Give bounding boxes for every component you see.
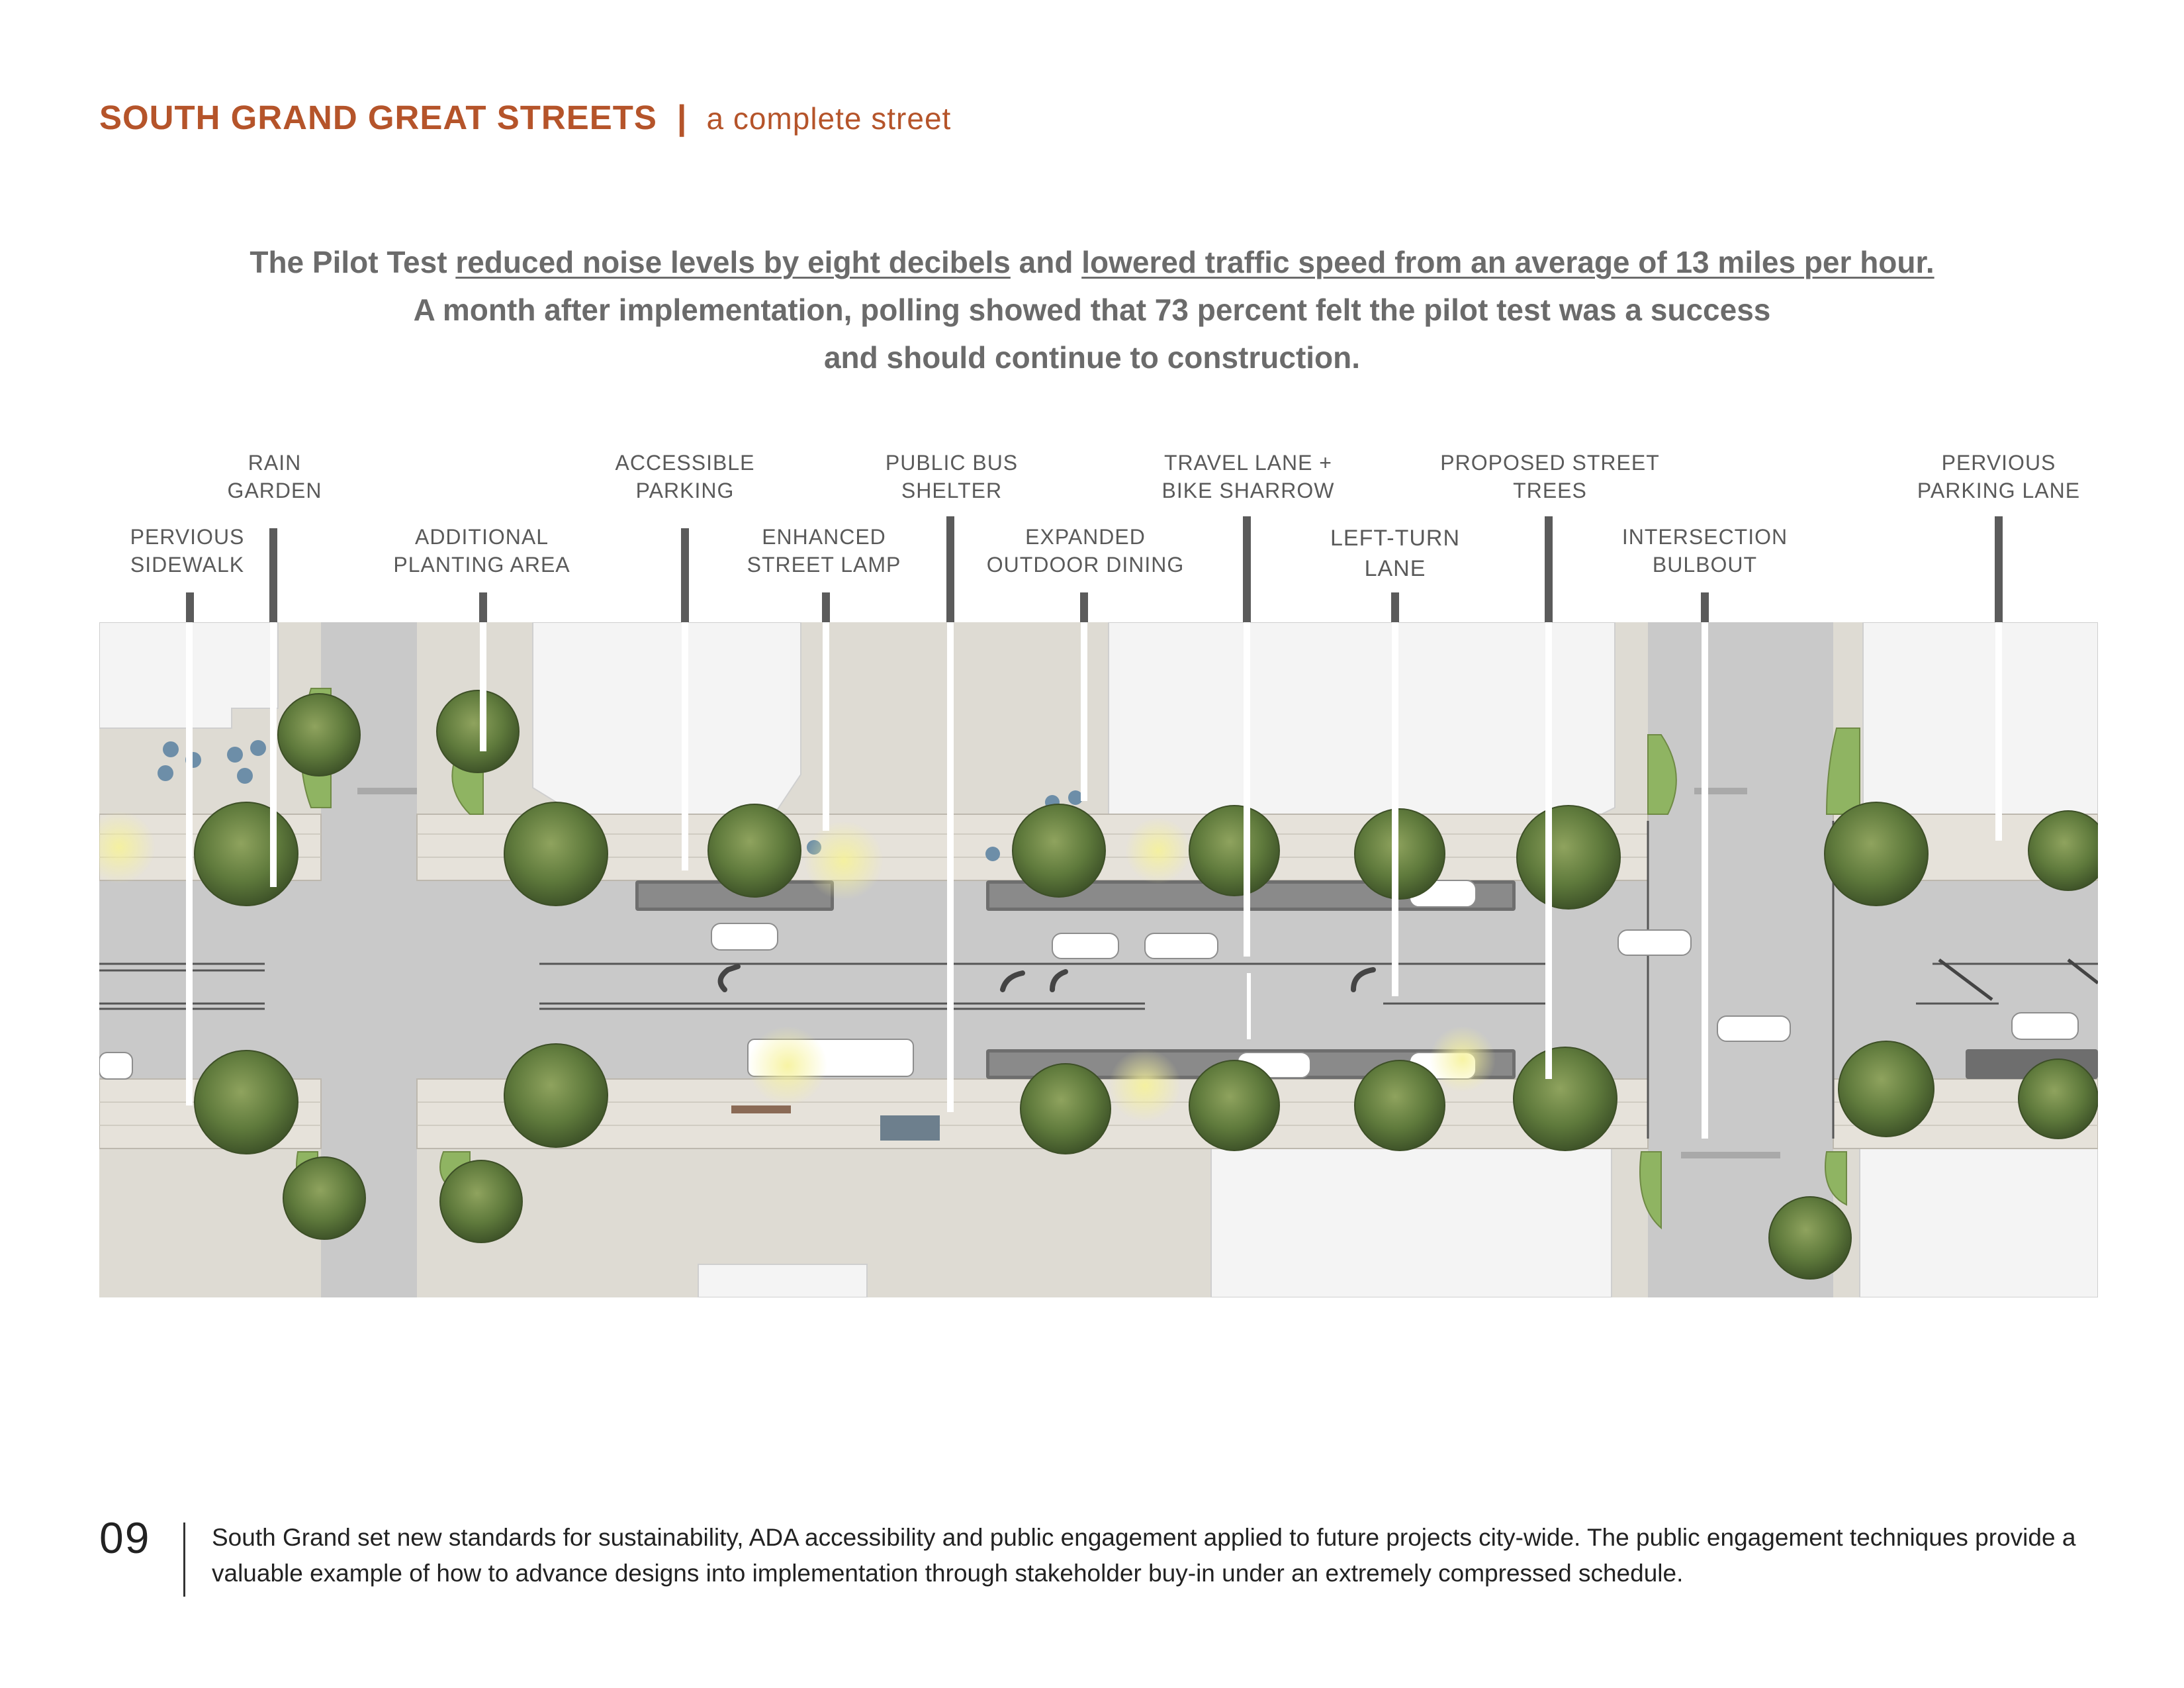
building-n-2 — [1109, 622, 1615, 814]
tree-13 — [504, 1044, 608, 1147]
leader-white-bulbout — [1702, 622, 1708, 1139]
header-separator: | — [676, 99, 687, 137]
footer-description: South Grand set new standards for sustainability, ADA accessibility and public engagement applied to future projects city-wide. The public engagement techniques provide a valuable example of how to advance designs into implementation through stakeholder buy-in under an extremely compressed schedule. — [212, 1524, 2076, 1587]
tree-15 — [1189, 1060, 1279, 1150]
callout-pervious-sidewalk: PERVIOUS SIDEWALK — [130, 525, 245, 577]
leader-dark-bulbout — [1701, 592, 1709, 622]
car-1 — [711, 923, 778, 950]
tree-14 — [1021, 1064, 1111, 1154]
callout-enhanced-street-lamp: ENHANCED STREET LAMP — [747, 525, 901, 577]
callout-travel-lane-bike-sharrow: TRAVEL LANE + BIKE SHARROW — [1161, 451, 1335, 502]
header-subtitle: a complete street — [706, 101, 952, 136]
tree-21 — [440, 1160, 522, 1243]
building-se — [1860, 1145, 2098, 1297]
leader-dark-bus-shelter — [946, 516, 954, 622]
leader-white-street-trees — [1545, 622, 1552, 1079]
building-s-2 — [698, 1264, 867, 1297]
callout-rain-garden: RAIN GARDEN — [227, 451, 322, 502]
intro-text-2: and — [1010, 245, 1082, 279]
callout-additional-planting-area: ADDITIONAL PLANTING AREA — [393, 525, 570, 577]
sharrow-marking — [1247, 973, 1251, 1039]
leader-dark-pervious-sidewalk — [186, 592, 194, 622]
leader-dark-outdoor-dining — [1080, 592, 1088, 622]
leader-dark-left-turn-lane — [1391, 592, 1399, 622]
callout-accessible-parking: ACCESSIBLE PARKING — [615, 451, 755, 502]
leader-white-left-turn-lane — [1392, 622, 1398, 996]
car-7 — [2012, 1013, 2078, 1039]
intro-text-1: The Pilot Test — [250, 245, 456, 279]
leader-white-accessible-parking — [682, 622, 688, 870]
tree-9 — [1517, 806, 1620, 909]
footer-divider — [183, 1523, 185, 1597]
callout-public-bus-shelter: PUBLIC BUS SHELTER — [885, 451, 1019, 502]
header-title: SOUTH GRAND GREAT STREETS — [99, 99, 657, 136]
building-ne — [1863, 622, 2098, 814]
cross-street-east — [1648, 622, 1833, 1297]
tree-16 — [1355, 1060, 1445, 1150]
building-n-1 — [533, 622, 801, 814]
car-2 — [1052, 933, 1118, 959]
tree-2 — [437, 690, 519, 773]
callout-expanded-outdoor-dining: EXPANDED OUTDOOR DINING — [986, 525, 1185, 577]
leader-white-bus-shelter — [947, 622, 954, 1112]
car-3 — [1145, 933, 1218, 959]
callout-intersection-bulbout: INTERSECTION BULBOUT — [1621, 525, 1788, 577]
intro-line-3: and should continue to construction. — [823, 340, 1361, 375]
intro-line-1 — [132, 238, 2052, 286]
tree-4 — [504, 802, 608, 906]
intro-statement — [132, 238, 2052, 381]
leader-dark-travel-lane — [1243, 516, 1251, 622]
tree-19 — [2019, 1059, 2098, 1139]
tree-5 — [708, 804, 801, 897]
tree-18 — [1839, 1041, 1934, 1137]
leader-white-additional-planting — [480, 622, 486, 751]
bus-shelter-roof — [880, 1115, 940, 1141]
intro-highlight-noise: reduced noise levels by eight decibels — [455, 245, 1011, 279]
leader-dark-street-lamp — [822, 592, 830, 622]
tree-1 — [278, 694, 360, 776]
tree-12 — [195, 1051, 298, 1154]
leader-white-pervious-sidewalk — [186, 622, 193, 1105]
tree-17 — [1514, 1047, 1617, 1150]
leader-dark-rain-garden — [269, 528, 277, 622]
site-plan — [99, 622, 2098, 1297]
car-5 — [1618, 930, 1691, 955]
intro-line-2: A month after implementation, polling showed that 73 percent felt the pilot test was a success — [413, 293, 1771, 327]
tree-3 — [195, 802, 298, 906]
building-s-1 — [1211, 1149, 1612, 1297]
tree-10 — [1825, 802, 1928, 906]
tree-7 — [1189, 806, 1279, 896]
leader-white-parking-lane — [1995, 622, 2002, 841]
page-header — [99, 98, 951, 144]
tree-8 — [1355, 809, 1445, 899]
car-10 — [99, 1053, 132, 1079]
tree-6 — [1013, 804, 1105, 897]
leader-dark-parking-lane — [1995, 516, 2003, 622]
tree-22 — [1769, 1197, 1851, 1279]
leader-dark-accessible-parking — [681, 528, 689, 622]
leader-white-street-lamp — [823, 622, 829, 831]
tree-20 — [283, 1157, 365, 1239]
page-number: 09 — [99, 1513, 151, 1562]
car-6 — [1717, 1016, 1790, 1041]
site-plan-graphic — [99, 622, 2098, 1297]
callout-proposed-street-trees: PROPOSED STREET TREES — [1440, 451, 1660, 502]
leader-white-rain-garden — [270, 622, 277, 887]
leader-dark-street-trees — [1545, 516, 1553, 622]
callout-pervious-parking-lane: PERVIOUS PARKING LANE — [1917, 451, 2081, 502]
leader-dark-additional-planting — [479, 592, 487, 622]
callout-left-turn-lane: LEFT-TURN LANE — [1330, 526, 1460, 581]
leader-white-outdoor-dining — [1081, 622, 1087, 801]
bike-rack — [731, 1105, 791, 1113]
leader-white-travel-lane — [1244, 622, 1250, 957]
intro-highlight-speed: lowered traffic speed from an average of 13 miles per hour. — [1081, 245, 1934, 279]
